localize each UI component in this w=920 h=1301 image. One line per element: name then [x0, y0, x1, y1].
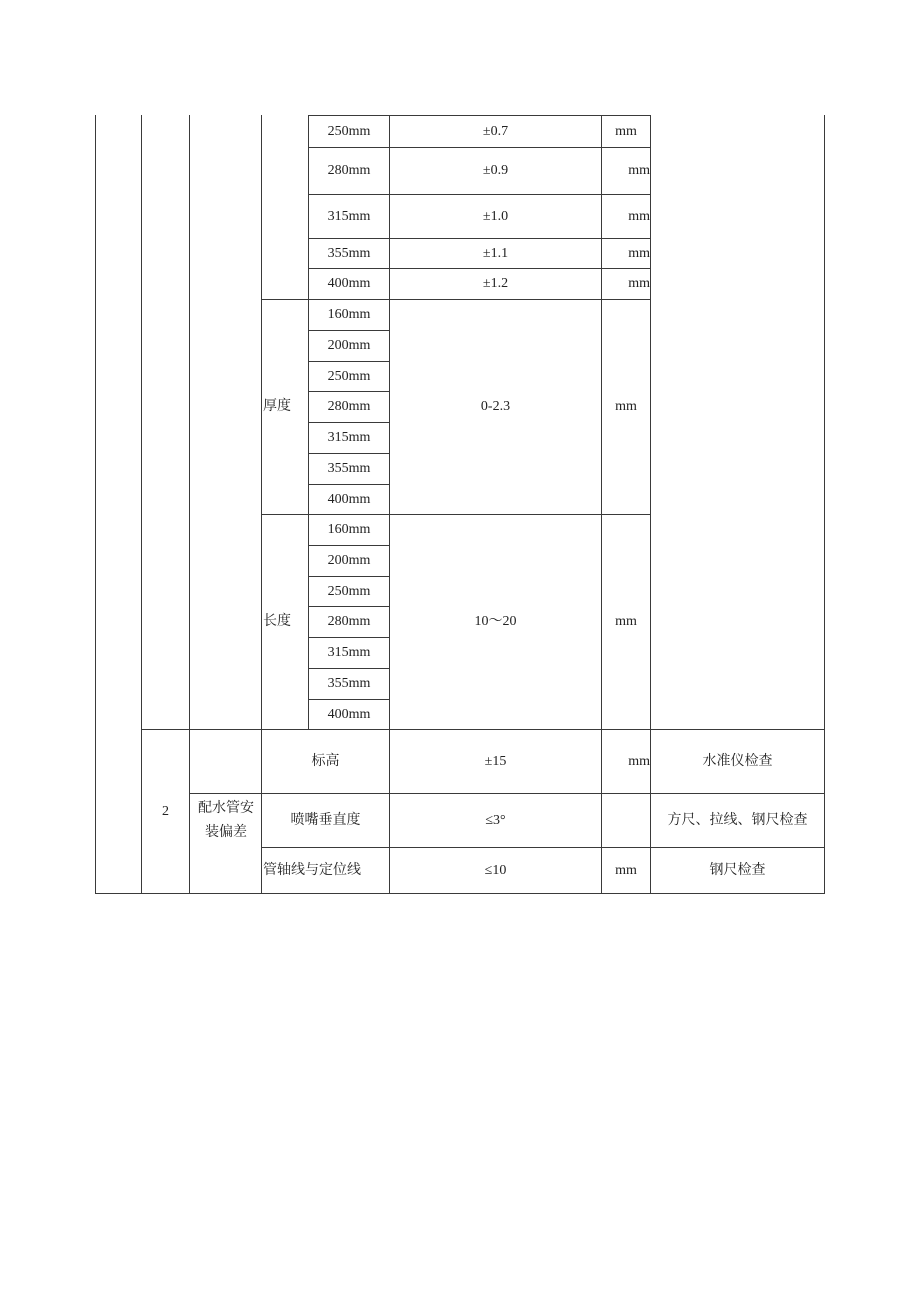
thickness-tolerance: 0-2.3: [480, 399, 511, 415]
unit-cell: mm: [615, 123, 637, 139]
size-cell: 315mm: [327, 208, 371, 224]
size-cell: 355mm: [327, 676, 371, 692]
tolerance-cell: ±1.0: [482, 208, 509, 224]
grid-line: [189, 115, 190, 894]
unit-cell: mm: [628, 753, 650, 769]
unit-cell: mm: [628, 276, 650, 292]
thickness-unit: mm: [615, 399, 637, 415]
item-name: 管轴线与定位线: [263, 862, 361, 878]
size-cell: 200mm: [327, 338, 371, 354]
tolerance-cell: ≤3°: [485, 812, 506, 828]
length-tolerance: 10～20: [474, 614, 517, 630]
item-number: 2: [162, 803, 169, 819]
unit-cell: mm: [628, 245, 650, 261]
size-cell: 400mm: [327, 276, 371, 292]
unit-cell: mm: [628, 163, 650, 179]
size-cell: 160mm: [327, 522, 371, 538]
item-name: 喷嘴垂直度: [290, 812, 361, 828]
size-cell: 315mm: [327, 645, 371, 661]
method-cell: 方尺、拉线、钢尺检查: [667, 812, 808, 828]
unit-cell: [602, 794, 650, 847]
size-cell: 280mm: [327, 614, 371, 630]
size-cell: 250mm: [327, 583, 371, 599]
tolerance-cell: ≤10: [484, 862, 507, 878]
size-cell: 315mm: [327, 430, 371, 446]
item-category: 配水管安装偏差: [198, 800, 254, 840]
tolerance-cell: ±0.7: [482, 123, 509, 139]
method-cell: 钢尺检查: [709, 862, 766, 878]
size-cell: 250mm: [327, 368, 371, 384]
tolerance-cell: ±1.2: [482, 276, 509, 292]
size-cell: 280mm: [327, 399, 371, 415]
thickness-label: 厚度: [263, 399, 291, 415]
size-cell: 355mm: [327, 461, 371, 477]
length-unit: mm: [615, 614, 637, 630]
table-border-bottom: [95, 893, 825, 894]
size-cell: 250mm: [327, 123, 371, 139]
unit-cell: mm: [615, 862, 637, 878]
length-label: 长度: [263, 614, 291, 630]
tolerance-cell: ±15: [484, 753, 507, 769]
size-cell: 280mm: [327, 163, 371, 179]
size-cell: 200mm: [327, 553, 371, 569]
item-name: 标高: [311, 753, 340, 769]
size-cell: 355mm: [327, 245, 371, 261]
tolerance-cell: ±0.9: [482, 163, 509, 179]
inspection-table: [95, 115, 825, 894]
size-cell: 400mm: [327, 706, 371, 722]
table-border-right: [824, 115, 825, 894]
unit-cell: mm: [628, 208, 650, 224]
size-cell: 160mm: [327, 307, 371, 323]
method-cell: 水准仪检查: [702, 753, 773, 769]
table-border-left: [95, 115, 96, 894]
size-cell: 400mm: [327, 491, 371, 507]
tolerance-cell: ±1.1: [482, 245, 509, 261]
